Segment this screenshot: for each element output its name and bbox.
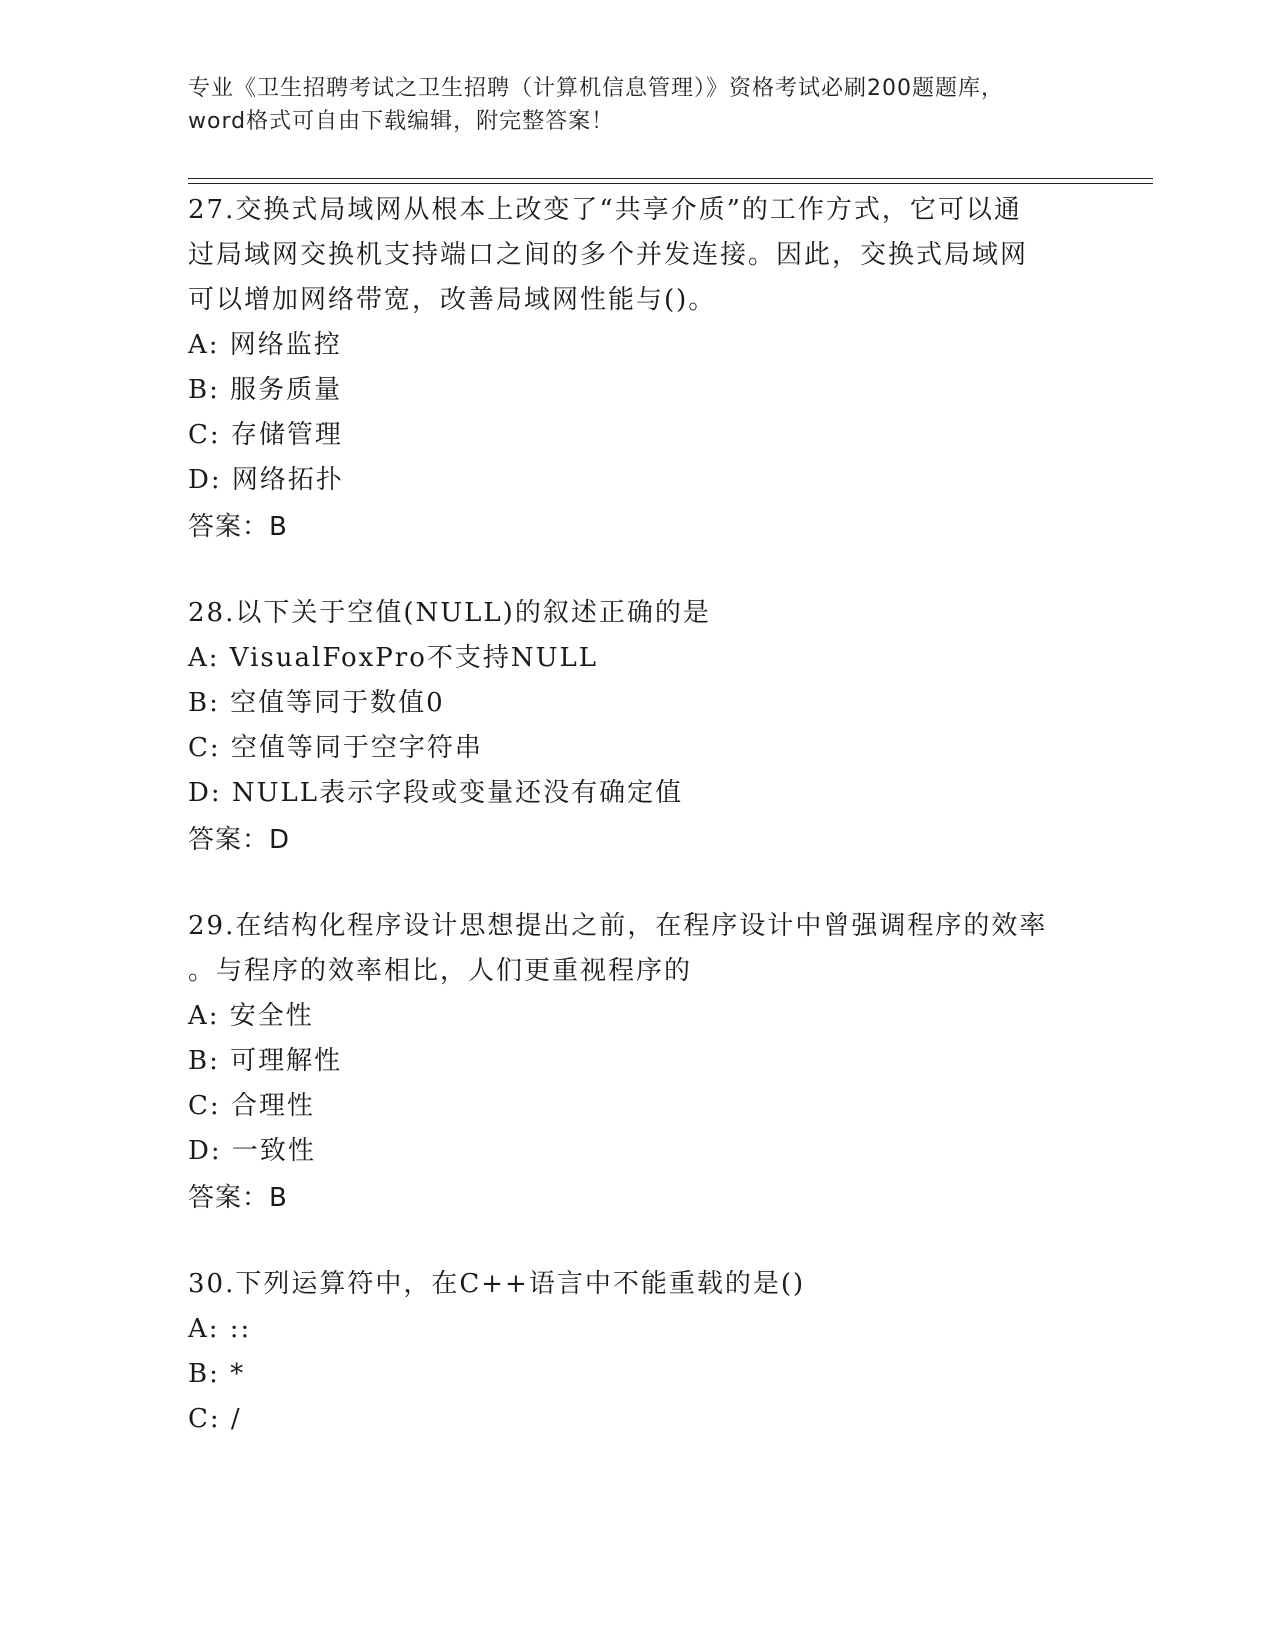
question-27-option-a: A: 网络监控 <box>188 330 342 360</box>
question-27-option-b: B: 服务质量 <box>188 375 343 405</box>
question-27-line-2: 过局域网交换机支持端口之间的多个并发连接。因此，交换式局域网 <box>188 240 1029 270</box>
document-header <box>188 72 1088 138</box>
question-30-option-a: A: :: <box>188 1314 252 1344</box>
question-list <box>188 188 1088 1442</box>
header-line-2: word格式可自由下载编辑，附完整答案！ <box>188 109 615 134</box>
question-27-option-c: C: 存储管理 <box>188 420 343 450</box>
question-27-line-3: 可以增加网络带宽，改善局域网性能与()。 <box>188 285 717 315</box>
header-divider-bottom <box>188 183 1153 184</box>
question-28-answer: 答案：D <box>188 825 291 855</box>
spacer <box>188 864 1088 904</box>
question-29-option-d: D: 一致性 <box>188 1136 316 1166</box>
question-29-option-a: A: 安全性 <box>188 1001 314 1031</box>
question-30-option-b: B: * <box>188 1359 246 1389</box>
header-line-1: 专业《卫生招聘考试之卫生招聘（计算机信息管理）》资格考试必刷200题题库， <box>188 76 1004 101</box>
question-29-answer: 答案：B <box>188 1183 288 1213</box>
question-28 <box>188 591 1088 864</box>
question-29-option-b: B: 可理解性 <box>188 1046 343 1076</box>
question-27 <box>188 188 1088 551</box>
question-28-option-a: A: VisualFoxPro不支持NULL <box>188 643 599 673</box>
question-29-line-1: 29.在结构化程序设计思想提出之前，在程序设计中曾强调程序的效率 <box>188 911 1048 941</box>
question-28-option-c: C: 空值等同于空字符串 <box>188 733 483 763</box>
question-28-line-1: 28.以下关于空值(NULL)的叙述正确的是 <box>188 598 711 628</box>
question-30 <box>188 1262 1088 1442</box>
question-29 <box>188 904 1088 1222</box>
spacer <box>188 551 1088 591</box>
question-30-line-1: 30.下列运算符中，在C++语言中不能重载的是() <box>188 1269 806 1299</box>
question-27-option-d: D: 网络拓扑 <box>188 465 344 495</box>
question-29-option-c: C: 合理性 <box>188 1091 315 1121</box>
question-27-answer: 答案：B <box>188 512 288 542</box>
spacer <box>188 1222 1088 1262</box>
question-30-option-c: C: / <box>188 1404 242 1434</box>
question-27-line-1: 27.交换式局域网从根本上改变了“共享介质”的工作方式，它可以通 <box>188 195 1022 225</box>
question-28-option-b: B: 空值等同于数值0 <box>188 688 445 718</box>
question-29-line-2: 。与程序的效率相比，人们更重视程序的 <box>188 956 693 986</box>
question-28-option-d: D: NULL表示字段或变量还没有确定值 <box>188 778 684 808</box>
header-divider-top <box>188 178 1153 179</box>
